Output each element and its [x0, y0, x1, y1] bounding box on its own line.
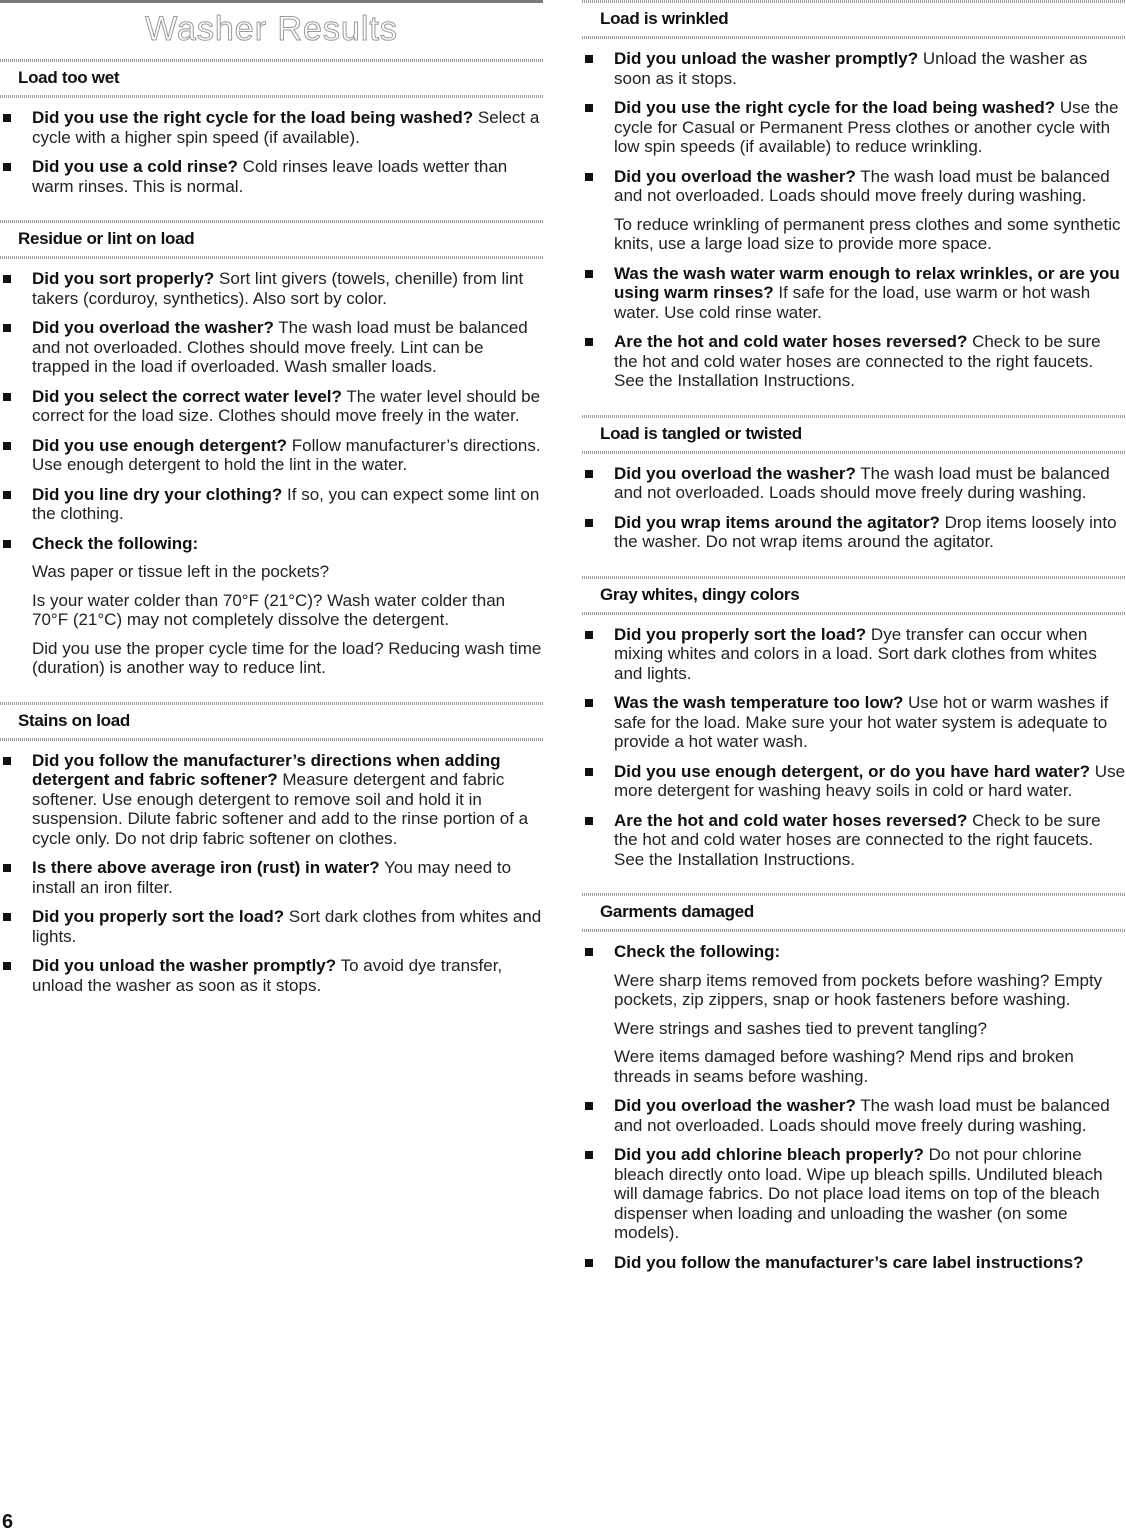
item-answer: The wash load must be balanced and not overloaded. Loads should move freely during washing. [614, 463, 1110, 502]
list-item [582, 1145, 1126, 1243]
square-bullet-icon [585, 55, 593, 63]
item-question: Did you line dry your clothing? [32, 484, 283, 504]
right-column [582, 0, 1126, 1296]
square-bullet-icon [585, 270, 593, 278]
list-item [0, 157, 543, 196]
item-question: Did you overload the washer? [614, 166, 856, 186]
list-item [0, 858, 543, 897]
item-question: Are the hot and cold water hoses reversed? [614, 332, 968, 351]
section-heading-text: Gray whites, dingy colors [600, 584, 800, 604]
item-answer: Do not pour chlorine bleach directly onto load. Wipe up bleach spills. Undiluted bleach will damage fabrics. Do not place load items on top of the bleach dispenser when loading and unloading the washer (on some models). [614, 1145, 1103, 1242]
item-question: Did you use the right cycle for the load being washed? [32, 108, 474, 127]
list-item [582, 264, 1126, 323]
list-item [582, 811, 1126, 870]
page-title: Washer Results [145, 10, 398, 48]
item-question: Did you select the correct water level? [32, 386, 342, 406]
item-question: Was the wash water warm enough to relax wrinkles, or are you using warm rinses? [614, 263, 1120, 302]
list-item [582, 513, 1126, 552]
item-question: Did you follow the manufacturer’s directions when adding detergent and fabric softener? [32, 750, 501, 789]
troubleshooting-list [0, 259, 543, 702]
item-note: Did you use the proper cycle time for the load? Reducing wash time (duration) is another way to reduce lint. [32, 638, 542, 677]
item-question: Did you properly sort the load? [614, 624, 867, 644]
list-item [582, 693, 1126, 752]
square-bullet-icon [585, 1102, 593, 1110]
square-bullet-icon [585, 519, 593, 527]
section-residue-or-lint-on-load [0, 220, 543, 702]
square-bullet-icon [3, 114, 11, 122]
item-question: Did you sort properly? [32, 269, 215, 288]
square-bullet-icon [3, 864, 11, 872]
item-note: To reduce wrinkling of permanent press clothes and some synthetic knits, use a large load size to provide more space. [614, 214, 1121, 253]
item-note: Were items damaged before washing? Mend rips and broken threads in seams before washing. [614, 1047, 1074, 1086]
section-heading [582, 893, 1126, 932]
item-answer: Unload the washer as soon as it stops. [614, 49, 1088, 88]
square-bullet-icon [3, 324, 11, 332]
item-question: Did you follow the manufacturer’s care label instructions? [614, 1252, 1084, 1272]
section-stains-on-load [0, 702, 543, 1020]
item-answer: To avoid dye transfer, unload the washer as soon as it stops. [32, 956, 503, 995]
item-answer: Use the cycle for Casual or Permanent Press clothes or another cycle with low spin speeds (if available) to reduce wrinkling. [614, 98, 1119, 156]
item-question: Did you add chlorine bleach properly? [614, 1145, 924, 1164]
section-heading-text: Load is tangled or twisted [600, 423, 802, 443]
troubleshooting-list [582, 454, 1126, 576]
section-heading [582, 576, 1126, 615]
item-answer: The wash load must be balanced and not overloaded. Loads should move freely during washing. [614, 166, 1110, 205]
list-item [0, 907, 543, 946]
item-question: Did you use a cold rinse? [32, 157, 238, 176]
square-bullet-icon [3, 491, 11, 499]
list-item [582, 1096, 1126, 1135]
item-answer: Use hot or warm washes if safe for the load. Make sure your hot water system is adequate to provide a hot water wash. [614, 693, 1109, 751]
item-answer: If safe for the load, use warm or hot wash water. Use cold rinse water. [614, 283, 1091, 322]
section-load-too-wet [0, 59, 543, 220]
square-bullet-icon [3, 913, 11, 921]
square-bullet-icon [585, 104, 593, 112]
item-answer: Check to be sure the hot and cold water hoses are connected to the right faucets. See the Installation Instructions. [614, 332, 1101, 390]
page-number: 6 [2, 1511, 14, 1533]
item-answer: Sort dark clothes from whites and lights. [32, 907, 542, 946]
list-item [582, 625, 1126, 684]
section-heading-text: Garments damaged [600, 902, 754, 921]
section-heading [0, 220, 543, 259]
item-question: Is there above average iron (rust) in water? [32, 858, 380, 877]
item-question: Did you overload the washer? [614, 463, 856, 483]
item-question: Did you wrap items around the agitator? [614, 512, 940, 532]
square-bullet-icon [3, 163, 11, 171]
left-column [0, 59, 543, 1019]
section-heading [582, 415, 1126, 454]
troubleshooting-list [582, 615, 1126, 894]
top-rule [0, 0, 543, 3]
list-item [582, 942, 1126, 1086]
list-item [582, 98, 1126, 157]
square-bullet-icon [585, 768, 593, 776]
item-answer: Measure detergent and fabric softener. Use enough detergent to remove soil and hold it in suspension. Dilute fabric softener and add to the rinse portion of a cycle only. Do not drip fabric softener on clothes. [32, 770, 529, 848]
section-gray-whites-dingy-colors [582, 576, 1126, 894]
section-load-is-tangled-or-twisted [582, 415, 1126, 576]
section-heading-text: Load is wrinkled [600, 9, 729, 28]
list-item [0, 436, 543, 475]
list-item [582, 167, 1126, 254]
list-item [0, 387, 543, 426]
troubleshooting-list [582, 932, 1126, 1296]
square-bullet-icon [3, 442, 11, 450]
item-note: Were strings and sashes tied to prevent tangling? [614, 1018, 987, 1038]
section-heading-text: Stains on load [18, 710, 130, 730]
list-item [0, 269, 543, 308]
item-answer: Use more detergent for washing heavy soils in cold or hard water. [614, 761, 1126, 800]
list-item [0, 485, 543, 524]
list-item [582, 332, 1126, 391]
item-question: Did you properly sort the load? [32, 907, 285, 926]
section-heading [582, 0, 1126, 39]
item-answer: The water level should be correct for the load size. Clothes should move freely in the water. [32, 386, 541, 425]
item-question: Check the following: [614, 942, 781, 961]
square-bullet-icon [585, 817, 593, 825]
square-bullet-icon [3, 393, 11, 401]
item-answer: The wash load must be balanced and not overloaded. Clothes should move freely. Lint can be trapped in the load if overloaded. Wash smaller loads. [32, 318, 528, 376]
item-answer: Select a cycle with a higher spin speed (if available). [32, 108, 540, 147]
item-answer: You may need to install an iron filter. [32, 858, 512, 897]
item-answer: Drop items loosely into the washer. Do not wrap items around the agitator. [614, 512, 1117, 551]
list-item [0, 956, 543, 995]
troubleshooting-list [0, 741, 543, 1020]
item-answer: Follow manufacturer’s directions. Use enough detergent to hold the lint in the water. [32, 435, 541, 474]
list-item [0, 108, 543, 147]
item-question: Are the hot and cold water hoses reversed? [614, 810, 968, 830]
square-bullet-icon [585, 631, 593, 639]
square-bullet-icon [585, 1259, 593, 1267]
square-bullet-icon [585, 948, 593, 956]
item-answer: Sort lint givers (towels, chenille) from lint takers (corduroy, synthetics). Also sort by color. [32, 269, 524, 308]
square-bullet-icon [3, 757, 11, 765]
list-item [582, 1253, 1126, 1273]
section-heading-text: Load too wet [18, 68, 120, 87]
item-question: Did you unload the washer promptly? [614, 49, 919, 68]
item-question: Did you use enough detergent? [32, 435, 288, 455]
square-bullet-icon [585, 338, 593, 346]
section-heading [0, 59, 543, 98]
item-note: Were sharp items removed from pockets before washing? Empty pockets, zip zippers, snap or hook fasteners before washing. [614, 970, 1103, 1009]
list-item [0, 318, 543, 377]
item-question: Did you unload the washer promptly? [32, 956, 337, 975]
square-bullet-icon [585, 470, 593, 478]
item-answer: Check to be sure the hot and cold water hoses are connected to the right faucets. See the Installation Instructions. [614, 810, 1101, 869]
item-question: Did you overload the washer? [32, 318, 274, 337]
section-garments-damaged [582, 893, 1126, 1296]
item-question: Did you use the right cycle for the load being washed? [614, 98, 1056, 117]
list-item [582, 49, 1126, 88]
troubleshooting-list [0, 98, 543, 220]
square-bullet-icon [3, 540, 11, 548]
list-item [0, 751, 543, 849]
item-answer: If so, you can expect some lint on the clothing. [32, 484, 540, 523]
item-note: Was paper or tissue left in the pockets? [32, 562, 330, 581]
section-heading [0, 702, 543, 741]
square-bullet-icon [3, 962, 11, 970]
square-bullet-icon [3, 275, 11, 283]
item-question: Was the wash temperature too low? [614, 693, 904, 712]
square-bullet-icon [585, 173, 593, 181]
item-answer: Cold rinses leave loads wetter than warm rinses. This is normal. [32, 157, 508, 196]
item-answer: The wash load must be balanced and not overloaded. Loads should move freely during washing. [614, 1096, 1110, 1135]
section-load-is-wrinkled [582, 0, 1126, 415]
square-bullet-icon [585, 699, 593, 707]
list-item [0, 534, 543, 678]
item-question: Did you use enough detergent, or do you have hard water? [614, 761, 1091, 781]
item-answer: Dye transfer can occur when mixing whites and colors in a load. Sort dark clothes from whites and lights. [614, 624, 1097, 683]
item-question: Check the following: [32, 533, 199, 553]
list-item [582, 464, 1126, 503]
list-item [582, 762, 1126, 801]
item-note: Is your water colder than 70°F (21°C)? Wash water colder than 70°F (21°C) may not completely dissolve the detergent. [32, 590, 506, 629]
square-bullet-icon [585, 1151, 593, 1159]
troubleshooting-list [582, 39, 1126, 415]
item-question: Did you overload the washer? [614, 1096, 856, 1115]
section-heading-text: Residue or lint on load [18, 229, 195, 248]
